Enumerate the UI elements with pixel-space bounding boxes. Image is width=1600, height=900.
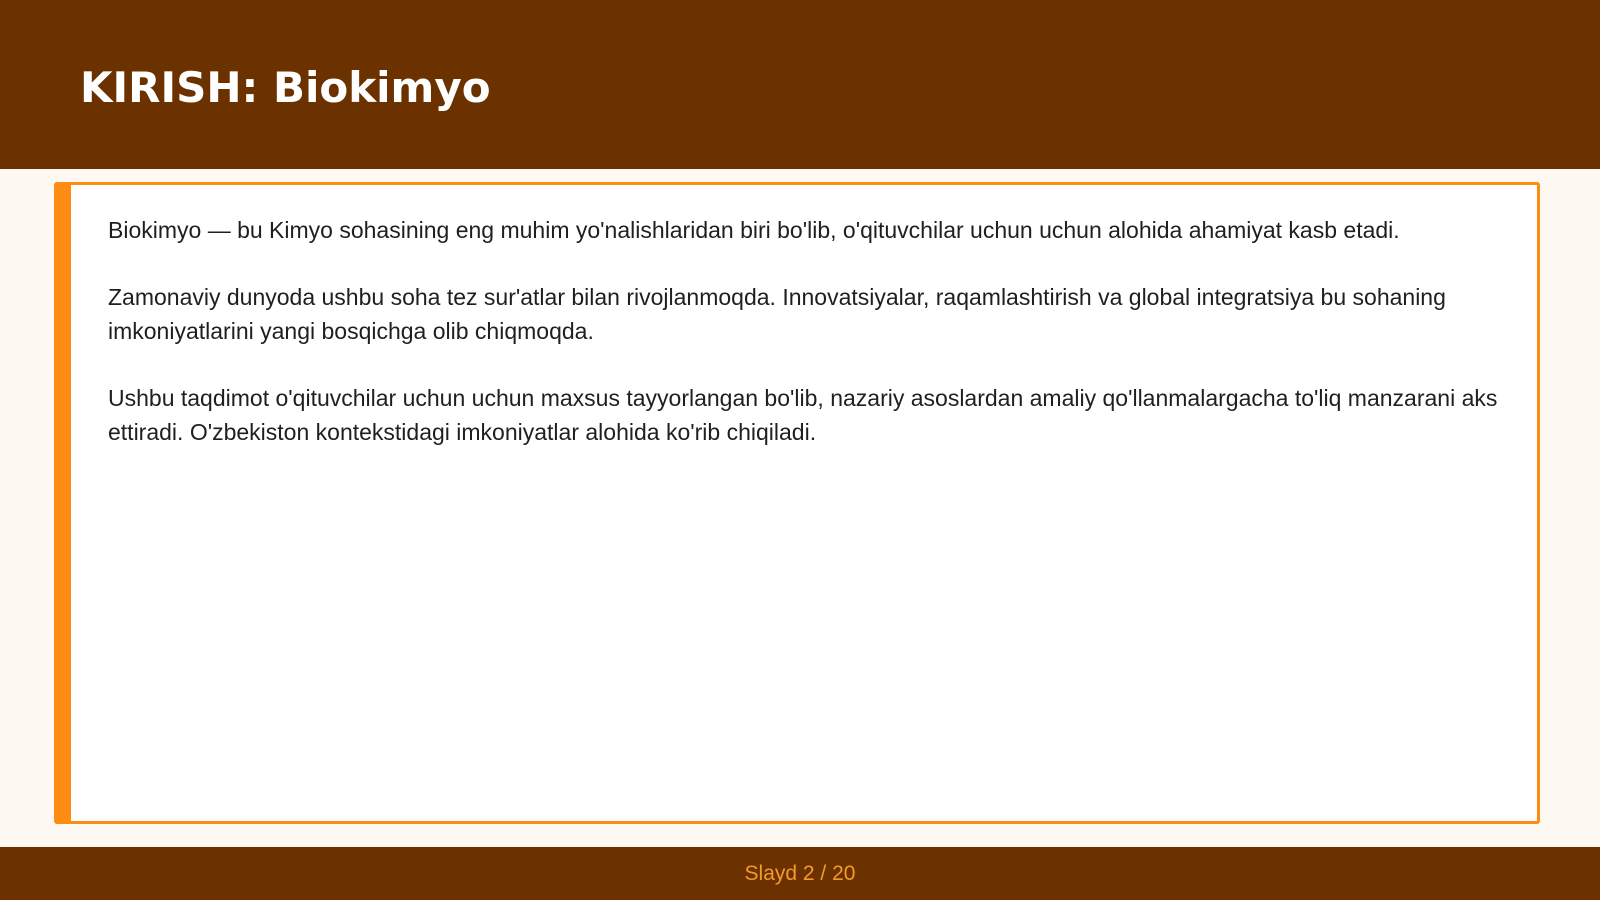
content-card (54, 182, 1540, 824)
paragraph-intro: Biokimyo — bu Kimyo sohasining eng muhim yo'nalishlaridan biri bo'lib, o'qituvchilar uchun uchun alohida ahamiyat kasb etadi. (108, 217, 1400, 243)
slide-title: KIRISH: Biokimyo (80, 63, 491, 112)
slide-header (0, 0, 1600, 169)
paragraph-development: Zamonaviy dunyoda ushbu soha tez sur'atlar bilan rivojlanmoqda. Innovatsiyalar, raqamlashtirish va global integratsiya bu sohaning imkoniyatlarini yangi bosqichga olib chiqmoqda. (108, 284, 1446, 344)
content-body (108, 213, 1508, 482)
slide-number: Slayd 2 / 20 (744, 862, 856, 885)
slide-footer (0, 847, 1600, 900)
paragraph-purpose: Ushbu taqdimot o'qituvchilar uchun uchun maxsus tayyorlangan bo'lib, nazariy asoslardan amaliy qo'llanmalargacha to'liq manzarani aks ettiradi. O'zbekiston kontekstidagi imkoniyatlar alohida ko'rib chiqiladi. (108, 385, 1498, 445)
